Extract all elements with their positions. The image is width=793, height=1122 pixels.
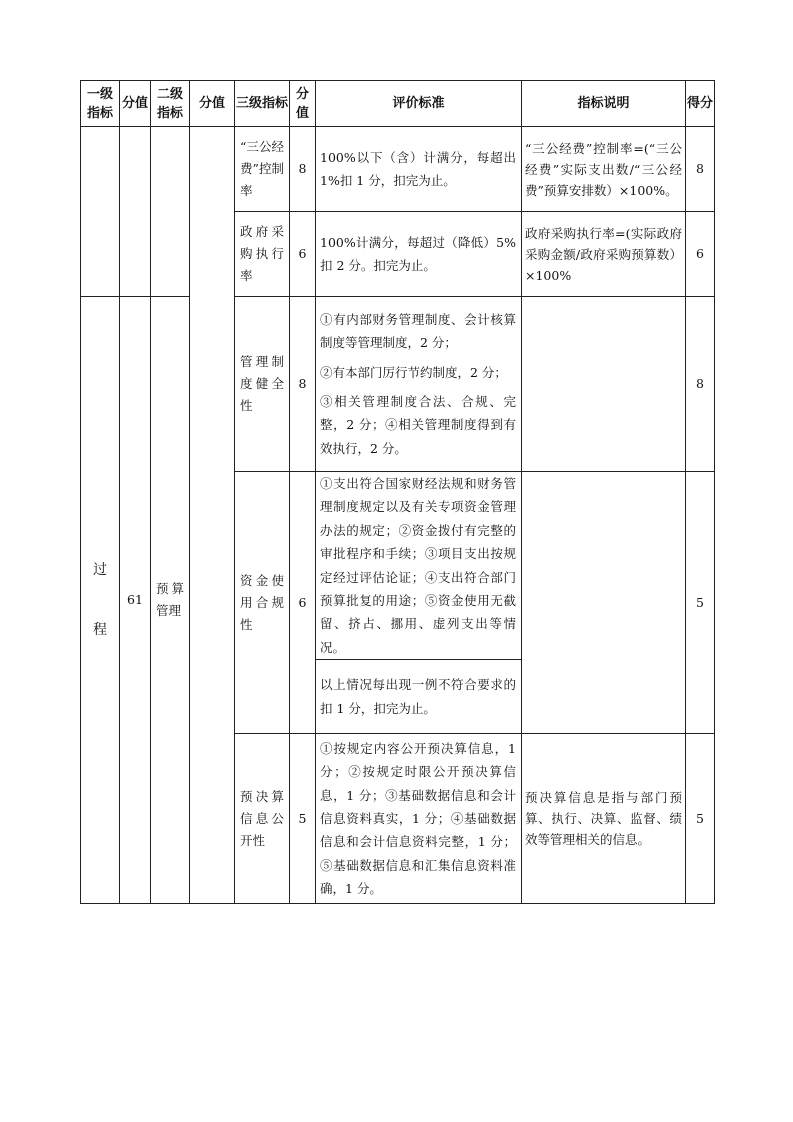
header-score2: 分值: [190, 81, 235, 127]
level1-char: 过: [93, 562, 107, 579]
header-level3: 三级指标: [235, 81, 290, 127]
criteria-cell: [316, 297, 522, 472]
header-score3: 分值: [290, 81, 316, 127]
indicator-cell: 资金使用合规性: [235, 472, 290, 734]
header-level2: 二级指标: [151, 81, 190, 127]
header-criteria: 评价标准: [316, 81, 522, 127]
score2-cell: [190, 127, 235, 904]
header-score1: 分值: [120, 81, 151, 127]
level1-char: 程: [93, 622, 107, 639]
got-cell: 5: [686, 472, 715, 734]
indicator-cell: 预决算信息公开性: [235, 734, 290, 904]
level2-cell-top: [151, 127, 190, 297]
score-cell: 6: [290, 472, 316, 734]
criteria-line: ②有本部门厉行节约制度，2 分；: [320, 364, 507, 380]
table-row: [81, 127, 715, 212]
level2-cell: 预算管理: [151, 297, 190, 904]
description-cell: “三公经费”控制率=(“三公经费”实际支出数/“三公经费”预算安排数）×100%。: [522, 127, 686, 212]
criteria-cell: ①按规定内容公开预决算信息，1分；②按规定时限公开预决算信息，1 分；③基础数据信息和会计信息资料真实，1 分；④基础数据信息和会计信息资料完整，1 分；⑤基础数据信息和汇集信息资料准确，1 分。: [316, 734, 522, 904]
evaluation-table: [80, 80, 715, 904]
got-cell: 8: [686, 297, 715, 472]
level1-cell: [81, 297, 120, 904]
header-level1: 一级指标: [81, 81, 120, 127]
header-description: 指标说明: [522, 81, 686, 127]
description-cell: [522, 472, 686, 734]
description-cell: 政府采购执行率=(实际政府采购金额/政府采购预算数）×100%: [522, 212, 686, 297]
got-cell: 5: [686, 734, 715, 904]
score1-cell: 61: [120, 297, 151, 904]
score-cell: 5: [290, 734, 316, 904]
got-cell: 8: [686, 127, 715, 212]
description-cell: [522, 297, 686, 472]
header-got: 得分: [686, 81, 715, 127]
got-cell: 6: [686, 212, 715, 297]
indicator-cell: 管理制度健全性: [235, 297, 290, 472]
criteria-extra-cell: 以上情况每出现一例不符合要求的扣 1 分，扣完为止。: [316, 660, 522, 734]
criteria-cell: ①支出符合国家财经法规和财务管理制度规定以及有关专项资金管理办法的规定；②资金拨付有完整的审批程序和手续；③项目支出按规定经过评估论证；④支出符合部门预算批复的用途；⑤资金使用无截留、挤占、挪用、虚列支出等情况。: [316, 472, 522, 660]
criteria-line: ③相关管理制度合法、合规、完整，2 分；④相关管理制度得到有效执行，2 分。: [320, 394, 516, 456]
score-cell: 6: [290, 212, 316, 297]
table-row: [81, 297, 715, 472]
score1-cell-top: [120, 127, 151, 297]
description-cell: 预决算信息是指与部门预算、执行、决算、监督、绩效等管理相关的信息。: [522, 734, 686, 904]
level1-cell-top: [81, 127, 120, 297]
criteria-cell: 100%计满分，每超过（降低）5%扣 2 分。扣完为止。: [316, 212, 522, 297]
indicator-cell: “三公经费”控制率: [235, 127, 290, 212]
header-row: [81, 81, 715, 127]
criteria-line: ①有内部财务管理制度、会计核算制度等管理制度，2 分；: [320, 311, 516, 351]
indicator-cell: 政府采购执行率: [235, 212, 290, 297]
score-cell: 8: [290, 127, 316, 212]
criteria-cell: 100%以下（含）计满分，每超出1%扣 1 分，扣完为止。: [316, 127, 522, 212]
score-cell: 8: [290, 297, 316, 472]
